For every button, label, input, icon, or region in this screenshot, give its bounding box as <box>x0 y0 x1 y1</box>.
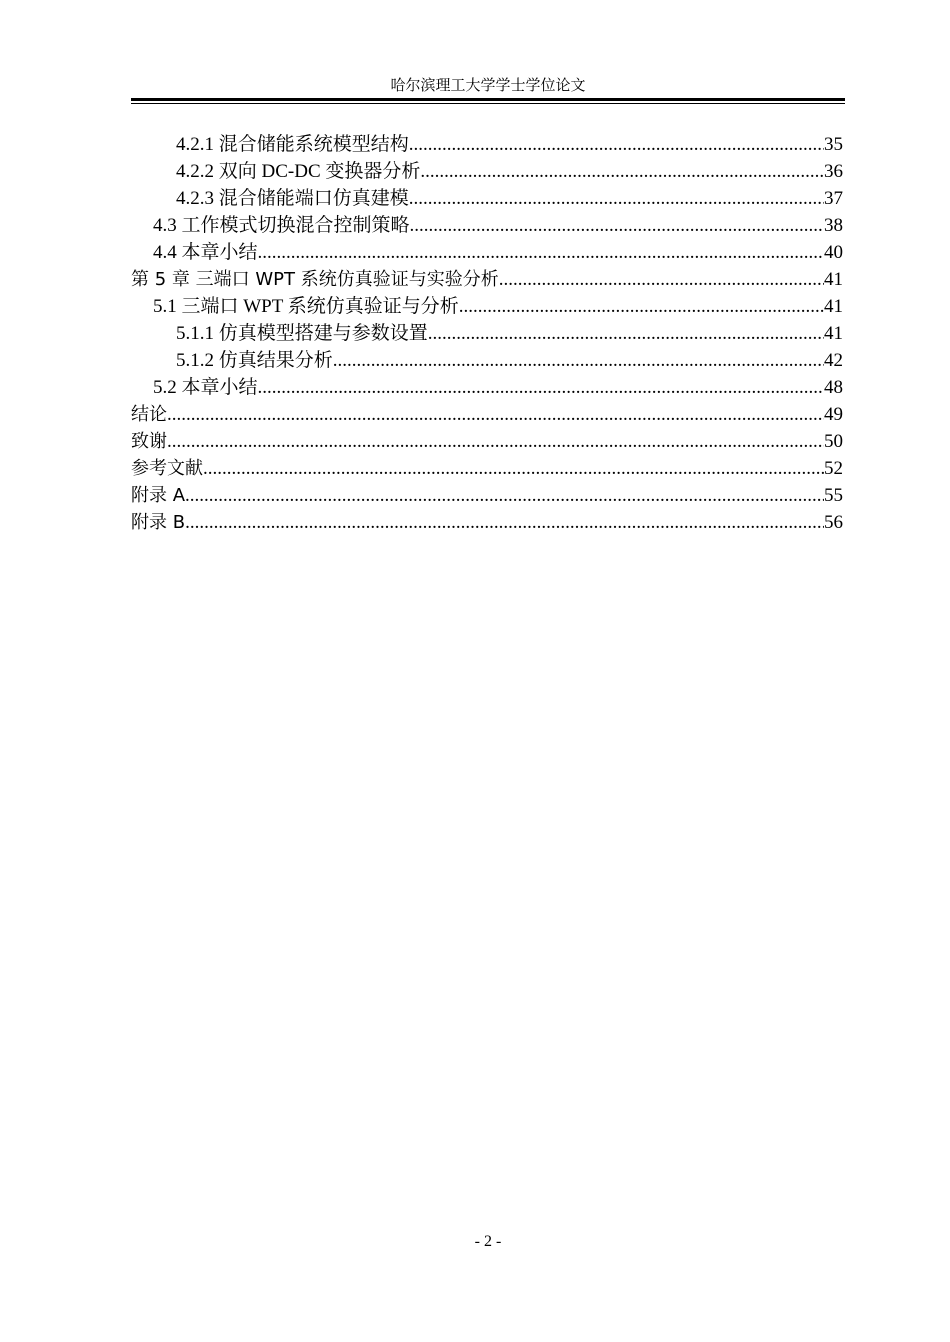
toc-dot-leader <box>409 131 824 158</box>
page-header: 哈尔滨理工大学学士学位论文 <box>390 78 586 94</box>
toc-entry-page: 56 <box>824 512 843 533</box>
toc-dot-leader <box>258 239 824 266</box>
toc-entry-page: 50 <box>824 431 843 452</box>
toc-dot-leader <box>167 401 824 428</box>
toc-entry[interactable] <box>131 401 843 428</box>
toc-entry[interactable] <box>131 158 843 185</box>
toc-entry[interactable] <box>131 455 843 482</box>
toc-entry-page: 49 <box>824 404 843 425</box>
toc-dot-leader <box>258 374 824 401</box>
toc-entry-page: 42 <box>824 350 843 371</box>
toc-entry-page: 38 <box>824 215 843 236</box>
toc-entry-page: 40 <box>824 242 843 263</box>
toc-entry-title: 5.1.1 仿真模型搭建与参数设置 <box>176 323 428 344</box>
toc-entry[interactable] <box>131 509 843 536</box>
toc-dot-leader <box>499 266 824 293</box>
toc-entry-title: 5.1 三端口 WPT 系统仿真验证与分析 <box>153 296 459 317</box>
toc-entry[interactable] <box>131 266 843 293</box>
toc-entry[interactable] <box>131 374 843 401</box>
header-rule-thin <box>131 103 845 104</box>
toc-entry-title: 4.2.3 混合储能端口仿真建模 <box>176 188 409 209</box>
toc-dot-leader <box>459 293 824 320</box>
toc-entry-title: 5.1.2 仿真结果分析 <box>176 350 333 371</box>
toc-entry[interactable] <box>131 347 843 374</box>
toc-entry[interactable] <box>131 293 843 320</box>
toc-entry[interactable] <box>131 212 843 239</box>
toc-entry-title: 致谢 <box>131 431 167 452</box>
toc-entry-page: 35 <box>824 134 843 155</box>
toc-entry-page: 41 <box>824 323 843 344</box>
toc-dot-leader <box>333 347 824 374</box>
toc-dot-leader <box>420 158 824 185</box>
toc-entry-title: 第 5 章 三端口 WPT 系统仿真验证与实验分析 <box>131 269 499 290</box>
toc-dot-leader <box>428 320 824 347</box>
toc-entry-title: 4.3 工作模式切换混合控制策略 <box>153 215 410 236</box>
toc-entry-title: 4.2.1 混合储能系统模型结构 <box>176 134 409 155</box>
toc-entry-title: 4.2.2 双向 DC-DC 变换器分析 <box>176 161 421 182</box>
toc-entry[interactable] <box>131 320 843 347</box>
toc-entry[interactable] <box>131 428 843 455</box>
toc-entry-title: 结论 <box>131 404 167 425</box>
toc-entry[interactable] <box>131 482 843 509</box>
toc-entry[interactable] <box>131 185 843 212</box>
toc-entry-title: 4.4 本章小结 <box>153 242 258 263</box>
toc-dot-leader <box>167 428 824 455</box>
toc-entry-title: 附录 A <box>131 485 186 506</box>
toc-entry[interactable] <box>131 239 843 266</box>
page-number: - 2 - <box>474 1233 502 1250</box>
toc-dot-leader <box>410 212 824 239</box>
toc-entry-title: 5.2 本章小结 <box>153 377 258 398</box>
toc-entry-page: 41 <box>824 269 843 290</box>
table-of-contents <box>131 131 843 536</box>
toc-dot-leader <box>185 509 824 536</box>
toc-entry-title: 参考文献 <box>131 458 203 479</box>
toc-entry-page: 52 <box>824 458 843 479</box>
toc-entry-page: 55 <box>824 485 843 506</box>
toc-dot-leader <box>409 185 824 212</box>
header-rule-thick <box>131 98 845 101</box>
toc-dot-leader <box>185 482 824 509</box>
toc-dot-leader <box>203 455 824 482</box>
toc-entry-page: 41 <box>824 296 843 317</box>
toc-entry-page: 37 <box>824 188 843 209</box>
toc-entry-title: 附录 B <box>131 512 186 533</box>
toc-entry-page: 48 <box>824 377 843 398</box>
toc-entry[interactable] <box>131 131 843 158</box>
toc-entry-page: 36 <box>824 161 843 182</box>
